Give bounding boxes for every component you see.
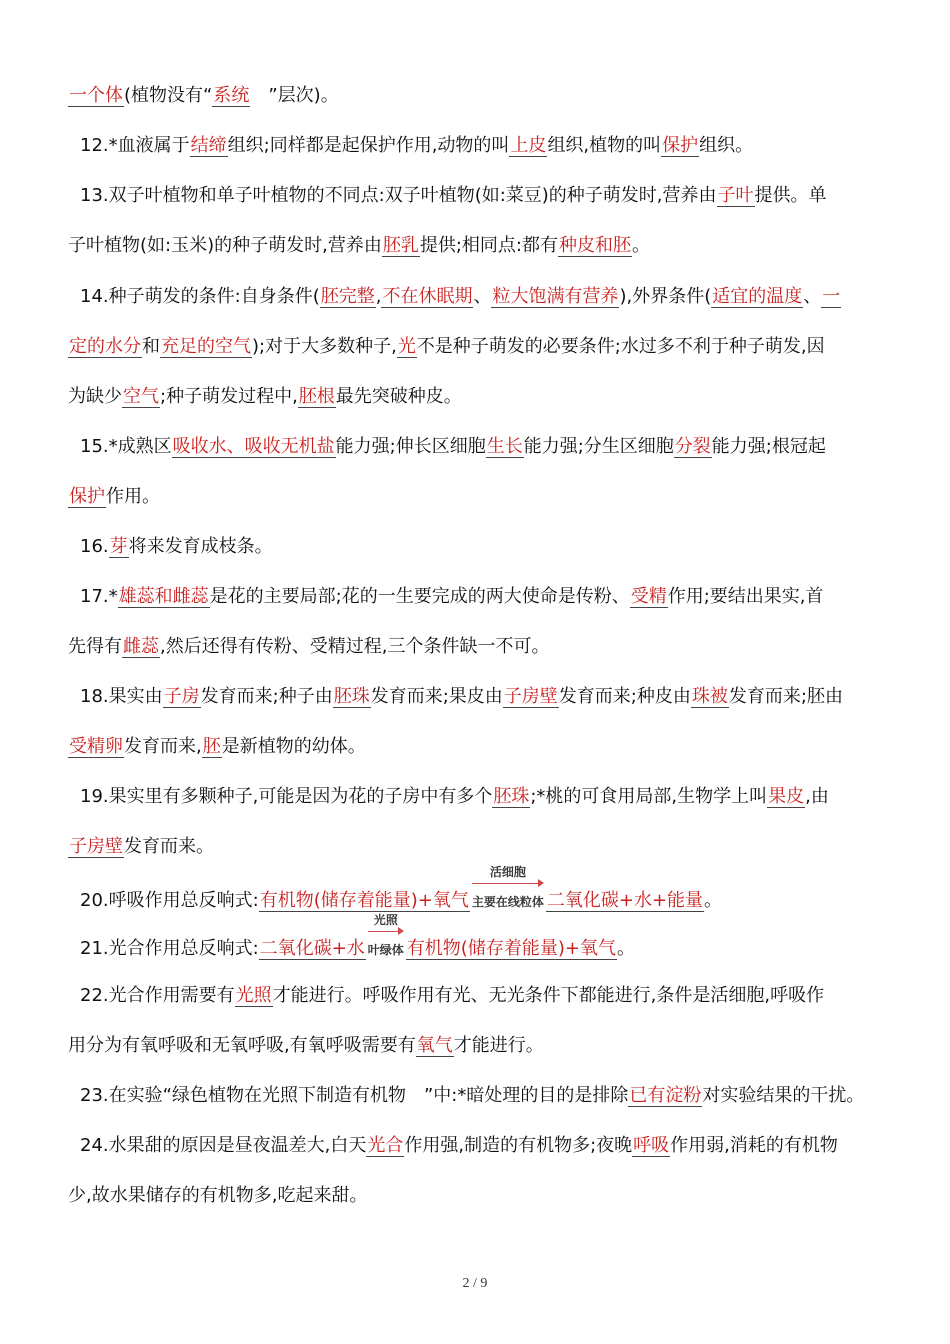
static-text: 作用弱,消耗的有机物: [670, 1135, 838, 1156]
answer-blank: 受精卵: [69, 736, 123, 757]
answer-blank: 种皮和胚: [558, 235, 631, 256]
answer-blank: 结缔: [190, 135, 227, 156]
answer-blank: 胚乳: [382, 235, 419, 256]
answer-blank: 粒大饱满有营养: [492, 286, 619, 307]
answer-blank: 芽: [109, 536, 128, 557]
text-line: [80, 1082, 886, 1110]
answer-blank: 胚: [202, 736, 221, 757]
arrow-shaft: [368, 931, 400, 932]
answer-blank: 受精: [630, 586, 667, 607]
static-text: 和: [142, 336, 160, 357]
text-line: [68, 232, 886, 260]
text-line: [80, 865, 886, 915]
static-text: 少,故水果储存的有机物多,吃起来甜。: [68, 1185, 368, 1206]
static-text: 、: [473, 286, 492, 307]
text-line: [68, 1032, 886, 1060]
answer-blank: 已有淀粉: [629, 1085, 702, 1106]
static-text: 子叶植物(如:玉米)的种子萌发时,营养由: [68, 235, 382, 256]
answer-blank: 胚完整: [320, 286, 375, 307]
static-text: 15.*成熟区: [80, 436, 172, 457]
answer-blank: 氧气: [416, 1035, 453, 1056]
text-line: [80, 533, 886, 561]
static-text: 13.双子叶植物和单子叶植物的不同点:双子叶植物(如:菜豆)的种子萌发时,营养由: [80, 185, 717, 206]
static-text: 19.果实里有多颗种子,可能是因为花的子房中有多个: [80, 786, 493, 807]
answer-blank: 充足的空气: [161, 336, 251, 357]
answer-blank: 保护: [69, 486, 105, 507]
arrow-location-label: 主要在线粒体: [471, 895, 544, 909]
answer-blank: 上皮: [510, 135, 547, 156]
static-text: 才能进行。呼吸作用有光、无光条件下都能进行,条件是活细胞,呼吸作: [272, 985, 825, 1006]
answer-blank: 分裂: [674, 436, 711, 457]
text-line: [68, 733, 886, 761]
answer-blank: 胚珠: [333, 686, 370, 707]
text-line: [68, 633, 886, 661]
text-line: [80, 132, 886, 160]
answer-blank: 有机物(储存着能量)+氧气: [406, 938, 616, 959]
static-text: 将来发育成枝条。: [128, 536, 273, 557]
text-line: [80, 433, 886, 461]
text-line: [80, 583, 886, 611]
text-line: [80, 783, 886, 811]
static-text: 作用。: [106, 486, 160, 507]
static-text: 才能进行。: [453, 1035, 544, 1056]
arrow-location-label: 叶绿体: [367, 943, 404, 957]
text-line: [68, 1182, 886, 1210]
static-text: 作用;要结出果实,首: [667, 586, 824, 607]
answer-blank: 适宜的温度: [712, 286, 803, 307]
static-text: 。: [616, 938, 635, 959]
text-line: [68, 483, 886, 511]
static-text: 用分为有氧呼吸和无氧呼吸,有氧呼吸需要有: [68, 1035, 416, 1056]
text-line: [80, 283, 886, 311]
static-text: ;*桃的可食用局部,生物学上叫: [530, 786, 768, 807]
answer-blank: 光: [397, 336, 416, 357]
static-text: 发育而来;胚由: [728, 686, 843, 707]
static-text: 发育而来;果皮由: [370, 686, 503, 707]
static-text: 、: [803, 286, 822, 307]
answer-blank: 空气: [123, 386, 159, 407]
static-text: 是花的主要局部;花的一生要完成的两大使命是传粉、: [209, 586, 630, 607]
static-text: 对实验结果的干扰。: [702, 1085, 865, 1106]
answer-blank: 呼吸: [633, 1135, 670, 1156]
answer-blank: 系统: [213, 85, 250, 106]
answer-blank: 二氧化碳+水: [259, 938, 365, 959]
static-text: ,: [375, 286, 382, 307]
static-text: ),外界条件(: [619, 286, 712, 307]
static-text: 20.呼吸作用总反响式:: [80, 890, 259, 911]
static-text: ”层次)。: [250, 85, 339, 106]
reaction-arrow: [367, 913, 404, 963]
answer-blank: 一: [822, 286, 841, 307]
answer-blank: 胚根: [298, 386, 335, 407]
text-line: [68, 82, 886, 110]
text-line: [68, 833, 886, 861]
static-text: 18.果实由: [80, 686, 163, 707]
static-text: ;种子萌发过程中,: [160, 386, 298, 407]
static-text: 提供。单: [754, 185, 827, 206]
static-text: 能力强;根冠起: [711, 436, 826, 457]
text-line: [80, 913, 886, 963]
static-text: 能力强;伸长区细胞: [335, 436, 486, 457]
reaction-arrow: [471, 865, 544, 915]
answer-blank: 胚珠: [493, 786, 530, 807]
static-text: 12.*血液属于: [80, 135, 190, 156]
static-text: 发育而来;种子由: [200, 686, 333, 707]
answer-blank: 珠被: [691, 686, 728, 707]
answer-blank: 子房壁: [69, 836, 123, 857]
static-text: 22.光合作用需要有: [80, 985, 235, 1006]
static-text: 。: [631, 235, 650, 256]
static-text: 先得有: [68, 636, 122, 657]
text-line: [68, 383, 886, 411]
static-text: 不是种子萌发的必要条件;水过多不利于种子萌发,因: [416, 336, 825, 357]
answer-blank: 果皮: [768, 786, 805, 807]
text-line: [80, 683, 886, 711]
answer-blank: 不在休眠期: [382, 286, 473, 307]
answer-blank: 一个体: [69, 85, 123, 106]
arrow-condition-label: 活细胞: [489, 865, 526, 879]
static-text: 为缺少: [68, 386, 122, 407]
arrow-head-icon: [538, 879, 544, 887]
static-text: 发育而来。: [124, 836, 214, 857]
page-number: 2 / 9: [462, 1276, 488, 1291]
static-text: 组织,植物的叫: [547, 135, 662, 156]
static-text: );对于大多数种子,: [252, 336, 397, 357]
answer-blank: 光照: [235, 985, 272, 1006]
static-text: 组织;同样都是起保护作用,动物的叫: [227, 135, 510, 156]
arrow-condition-label: 光照: [373, 913, 398, 927]
static-text: 24.水果甜的原因是昼夜温差大,白天: [80, 1135, 367, 1156]
static-text: 17.*: [80, 586, 118, 607]
static-text: 组织。: [699, 135, 754, 156]
text-line: [80, 1132, 886, 1160]
static-text: 16.: [80, 536, 109, 557]
arrow-head-icon: [398, 927, 404, 935]
text-line: [80, 182, 886, 210]
static-text: ,然后还得有传粉、受精过程,三个条件缺一不可。: [160, 636, 550, 657]
answer-blank: 光合: [367, 1135, 404, 1156]
static-text: 提供;相同点:都有: [419, 235, 558, 256]
text-line: [80, 982, 886, 1010]
answer-blank: 吸收水、吸收无机盐: [172, 436, 335, 457]
static-text: 发育而来,: [124, 736, 202, 757]
answer-blank: 雄蕊和雌蕊: [118, 586, 209, 607]
static-text: (植物没有“: [124, 85, 213, 106]
answer-blank: 二氧化碳+水+能量: [546, 890, 704, 911]
static-text: 能力强;分生区细胞: [523, 436, 674, 457]
static-text: 作用强,制造的有机物多;夜晚: [404, 1135, 633, 1156]
static-text: 14.种子萌发的条件:自身条件(: [80, 286, 320, 307]
answer-blank: 定的水分: [69, 336, 141, 357]
static-text: 发育而来;种皮由: [558, 686, 691, 707]
static-text: 。: [704, 890, 723, 911]
text-line: [68, 333, 886, 361]
answer-blank: 子房: [163, 686, 200, 707]
arrow-shaft: [472, 883, 540, 884]
answer-blank: 有机物(储存着能量)+氧气: [259, 890, 469, 911]
answer-blank: 雌蕊: [123, 636, 159, 657]
static-text: ,由: [805, 786, 829, 807]
answer-blank: 保护: [662, 135, 699, 156]
answer-blank: 生长: [486, 436, 523, 457]
static-text: 最先突破种皮。: [335, 386, 462, 407]
static-text: 23.在实验“绿色植物在光照下制造有机物 ”中:*暗处理的目的是排除: [80, 1085, 629, 1106]
answer-blank: 子叶: [717, 185, 754, 206]
answer-blank: 子房壁: [503, 686, 558, 707]
static-text: 21.光合作用总反响式:: [80, 938, 259, 959]
static-text: 是新植物的幼体。: [221, 736, 366, 757]
